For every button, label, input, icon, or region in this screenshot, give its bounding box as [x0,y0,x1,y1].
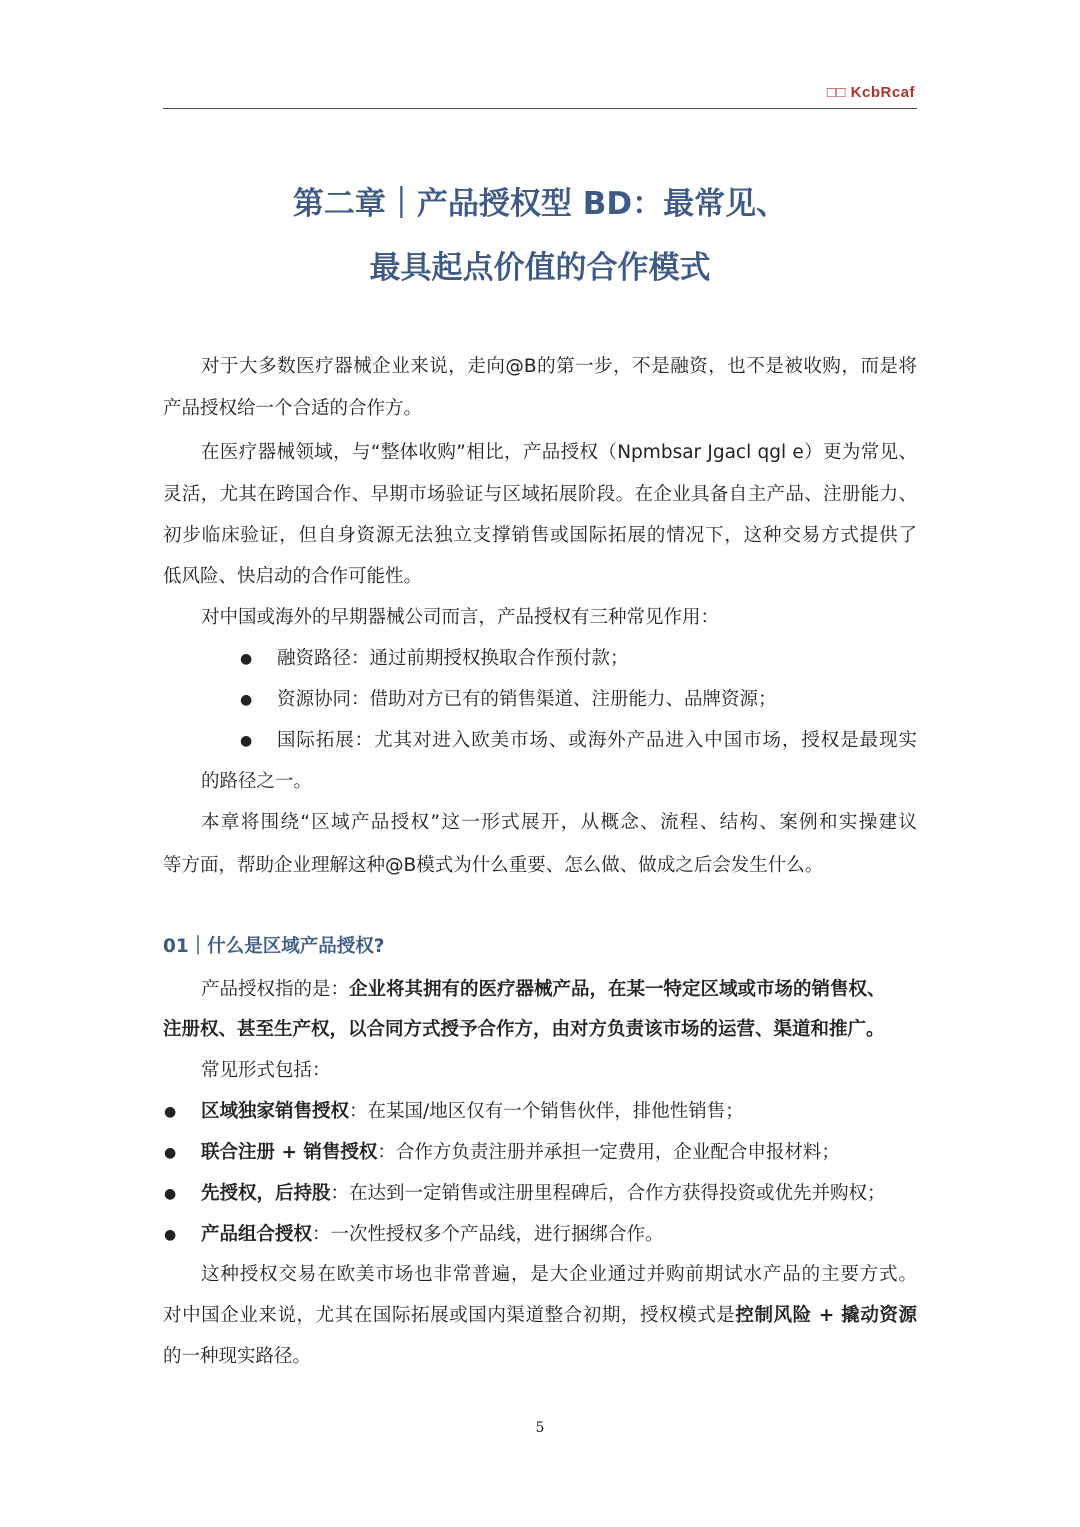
forms-intro: 常见形式包括： [201,1060,331,1081]
form-item [201,1185,886,1204]
form-term: 产品组合授权 [201,1224,313,1245]
form-desc: ：在达到一定销售或注册里程碑后，合作方获得投资或优先并购权； [330,1183,886,1204]
bullet-item-international-line-1: 国际拓展：尤其对进入欧美市场、或海外产品进入中国市场，授权是最现实 [277,730,917,751]
closing-bold: 控制风险 + 撬动资源 [735,1305,917,1326]
bullet-dot: ● [240,733,253,749]
form-item [201,1103,744,1122]
closing-line-3: 的一种现实路径。 [163,1346,312,1367]
closing-line-1: 这种授权交易在欧美市场也非常普遍，是大企业通过并购前期试水产品的主要方式。 [201,1264,917,1285]
bullet-dot: ● [164,1145,177,1161]
bullet-dot: ● [164,1104,177,1120]
form-item [201,1226,664,1245]
bullet-dot: ● [164,1186,177,1202]
intro-p4-line-1: 本章将围绕“区域产品授权”这一形式展开，从概念、流程、结构、案例和实操建议 [201,812,917,833]
form-term: 联合注册 + 销售授权 [201,1142,378,1163]
form-desc: ：在某国/地区仅有一个销售伙伴，排他性销售； [349,1101,744,1122]
chapter-title-line-2: 最具起点价值的合作模式 [369,250,711,286]
intro-p1-line-1: 对于大多数医疗器械企业来说，走向@B的第一步，不是融资，也不是被收购，而是将 [201,356,917,377]
chapter-title-line-1: 第二章｜产品授权型 BD：最常见、 [292,186,788,222]
form-desc: ：一次性授权多个产品线，进行捆绑合作。 [312,1224,664,1245]
intro-p3: 对中国或海外的早期器械公司而言，产品授权有三种常见作用： [201,607,720,628]
intro-p2-line-4: 低风险、快启动的合作可能性。 [163,566,423,587]
definition-line-2: 注册权、甚至生产权，以合同方式授予合作方，由对方负责该市场的运营、渠道和推广。 [163,1019,885,1040]
bullet-item-international-line-2: 的路径之一。 [201,771,313,792]
bullet-item-financing: 融资路径：通过前期授权换取合作预付款； [277,648,629,669]
definition-line-1 [201,981,886,1000]
form-term: 区域独家销售授权 [201,1101,350,1122]
definition-prefix: 产品授权指的是： [201,979,350,1000]
bullet-item-resources: 资源协同：借助对方已有的销售渠道、注册能力、品牌资源； [277,689,777,710]
closing-prefix: 对中国企业来说，尤其在国际拓展或国内渠道整合初期，授权模式是 [163,1305,736,1326]
bullet-dot: ● [240,692,253,708]
intro-p2-line-1: 在医疗器械领域，与“整体收购”相比，产品授权（Npmbsar Jgacl qgl e）更为常见、 [201,442,917,463]
intro-p1-line-2: 产品授权给一个合适的合作方。 [163,398,423,419]
definition-bold-text: 企业将其拥有的医疗器械产品，在某一特定区域或市场的销售权、 [349,979,886,1000]
page-number: 5 [535,1420,545,1436]
bullet-dot: ● [240,651,253,667]
form-item [201,1144,840,1163]
bullet-dot: ● [164,1227,177,1243]
intro-p4-line-2: 等方面，帮助企业理解这种@B模式为什么重要、怎么做、做成之后会发生什么。 [163,855,824,876]
form-desc: ：合作方负责注册并承担一定费用，企业配合申报材料； [377,1142,840,1163]
form-term: 先授权，后持股 [201,1183,331,1204]
intro-p2-line-3: 初步临床验证，但自身资源无法独立支撑销售或国际拓展的情况下，这种交易方式提供了 [163,525,917,546]
intro-p2-line-2: 灵活，尤其在跨国合作、早期市场验证与区域拓展阶段。在企业具备自主产品、注册能力、 [163,484,917,505]
section-title: 01｜什么是区域产品授权? [163,936,385,957]
header-text: □□ KcbRcaf [826,84,915,101]
closing-line-2 [163,1307,917,1326]
page-header [163,84,917,109]
